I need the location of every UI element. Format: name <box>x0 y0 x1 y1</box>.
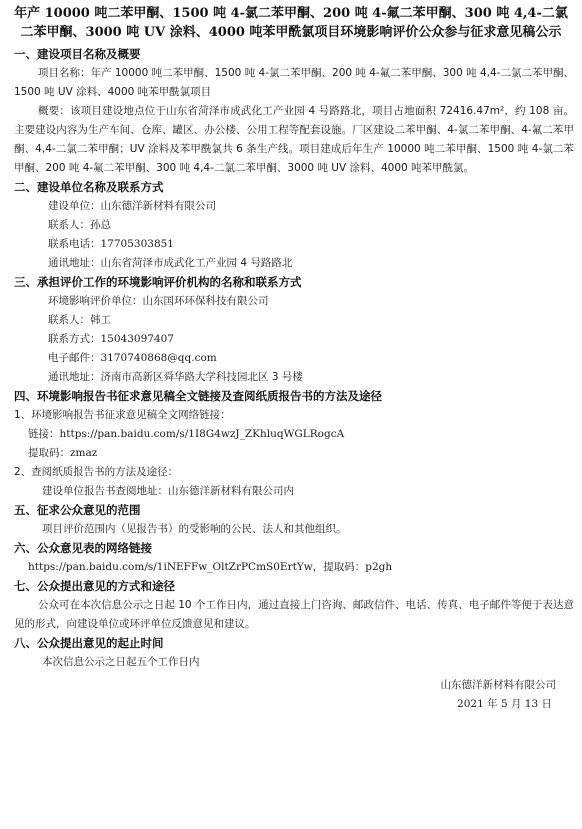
section-7-heading: 七、公众提出意见的方式和途径 <box>14 579 175 593</box>
report-link[interactable]: https://pan.baidu.com/s/1I8G4wzJ_ZKhluqWGLRogcA <box>59 428 345 440</box>
mailing-address: 通讯地址：山东省菏泽市成武化工产业园 4 号路路北 <box>48 257 293 269</box>
project-summary: 概要：该项目建设地点位于山东省菏泽市成武化工产业园 4 号路路北，项目占地面积 72416.47m²，约 108 亩。主要建设内容为生产车间、仓库、罐区、办公楼、公用工程等配套设施。厂区建设二苯甲酮、4-氯二苯甲酮、4-氟二苯甲酮、4,4-二氯二苯甲酮；UV 涂料及苯甲酰氯共 6 条生产线。项目建成后年生产 10000 吨二苯甲酮、1500 吨 4-氯二苯甲酮、200 吨 4-氟二苯甲酮、300 吨 4,4-二氯二苯甲酮、3000 吨 UV 涂料、4000 吨苯甲酰氯。 <box>14 105 574 174</box>
contact-person: 联系人：孙总 <box>48 219 111 231</box>
email-link[interactable]: 3170740868@qq.com <box>100 352 217 364</box>
feedback-methods: 公众可在本次信息公示之日起 10 个工作日内，通过直接上门咨询、邮政信件、电话、传真、电子邮件等便于表达意见的形式，向建设单位或环评单位反馈意见和建议。 <box>14 599 574 630</box>
section-5-heading: 五、征求公众意见的范围 <box>14 503 141 517</box>
agency-contact: 联系人：韩工 <box>48 314 111 326</box>
section-4-heading: 四、环境影响报告书征求意见稿全文链接及查阅纸质报告书的方法及途径 <box>14 389 382 403</box>
section-8-heading: 八、公众提出意见的起止时间 <box>14 636 164 650</box>
contact-phone: 联系电话：17705303851 <box>48 238 174 250</box>
document-title: 年产 10000 吨二苯甲酮、1500 吨 4-氯二苯甲酮、200 吨 4-氟二苯甲酮、300 吨 4,4-二氯二苯甲酮、3000 吨 UV 涂料、4000 吨苯甲酰氯项目环境影响评价公众参与征求意见稿公示 <box>14 6 568 40</box>
footer-date: 2021 年 5 月 13 日 <box>457 698 552 710</box>
opinion-form-link[interactable]: https://pan.baidu.com/s/1iNEFFw_OltZrPCmS0ErtYw，提取码：p2gh <box>28 561 393 573</box>
paper-report-item: 2、查阅纸质报告书的方法及途径： <box>14 466 179 478</box>
agency-address: 通讯地址：济南市高新区舜华路大学科技园北区 3 号楼 <box>48 371 303 383</box>
eia-agency: 环境影响评价单位：山东国环环保科技有限公司 <box>48 295 269 307</box>
footer-company: 山东德洋新材料有限公司 <box>440 679 556 691</box>
feedback-period: 本次信息公示之日起五个工作日内 <box>42 656 200 668</box>
section-6-heading: 六、公众意见表的网络链接 <box>14 541 152 555</box>
report-link-row: 链接：https://pan.baidu.com/s/1I8G4wzJ_ZKhluqWGLRogcA <box>28 428 345 440</box>
agency-phone: 联系方式：15043097407 <box>48 333 174 345</box>
paper-report-address: 建设单位报告书查阅地址：山东德洋新材料有限公司内 <box>42 485 294 497</box>
construction-unit: 建设单位：山东德洋新材料有限公司 <box>48 200 216 212</box>
extract-code-row: 提取码：zmaz <box>28 447 98 459</box>
agency-email: 电子邮件：3170740868@qq.com <box>48 352 217 364</box>
report-link-item: 1、环境影响报告书征求意见稿全文网络链接： <box>14 409 231 421</box>
public-scope: 项目评价范围内（见报告书）的受影响的公民、法人和其他组织。 <box>42 523 347 535</box>
project-name: 项目名称：年产 10000 吨二苯甲酮、1500 吨 4-氯二苯甲酮、200 吨 4-氟二苯甲酮、300 吨 4,4-二氯二苯甲酮、1500 吨 UV 涂料、4000 吨苯甲酰氯项目 <box>14 67 574 98</box>
section-1-heading: 一、建设项目名称及概要 <box>14 47 141 61</box>
section-2-heading: 二、建设单位名称及联系方式 <box>14 180 164 194</box>
section-3-heading: 三、承担评价工作的环境影响评价机构的名称和联系方式 <box>14 275 302 289</box>
